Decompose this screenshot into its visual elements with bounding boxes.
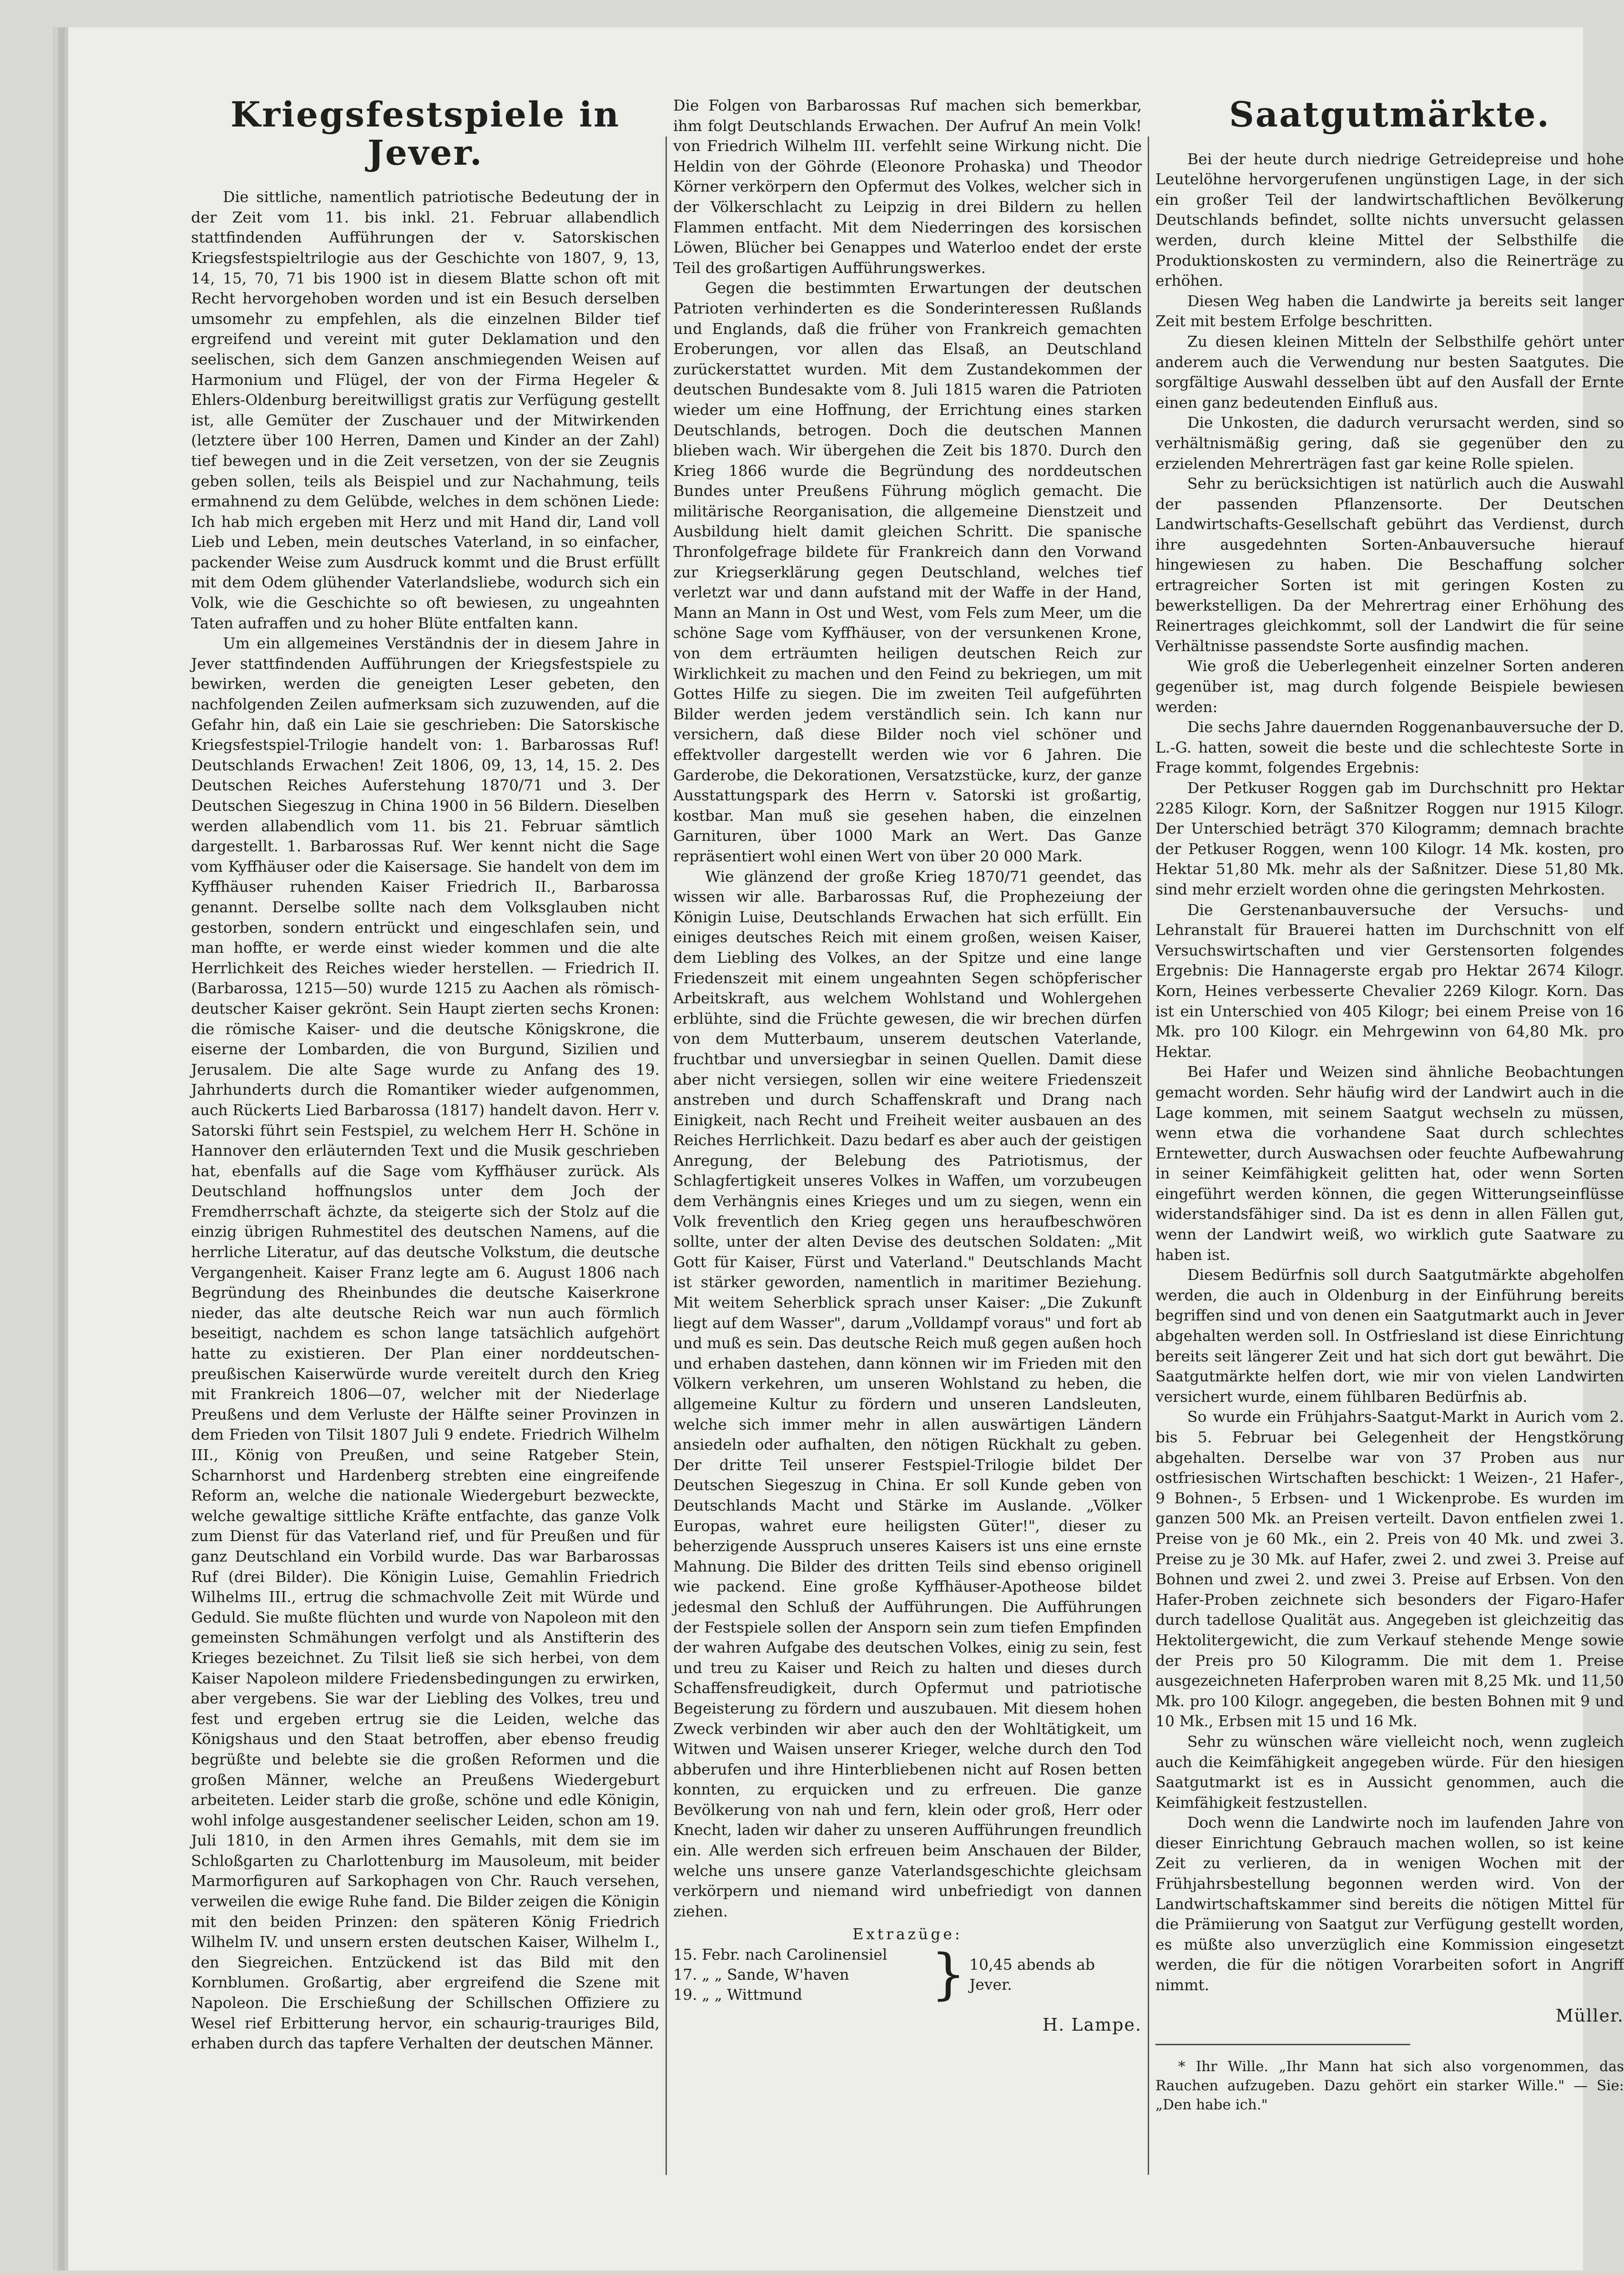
train-row: 15. Febr. nach Carolinensiel [673, 1946, 888, 1964]
paragraph: Zu diesen kleinen Mitteln der Selbsthilfe gehört unter anderem auch die Verwendung nur besten Saatgutes. Die sorgfältige Auswahl desselben übt auf den Ausfall der Ernte einen ganz bedeutenden Einfluß aus. [1155, 332, 1624, 411]
paragraph: Um ein allgemeines Verständnis der in diesem Jahre in Jever stattfindenden Aufführungen der Kriegsfestspiele zu bewirken, werden die geneigten Leser gebeten, den nachfolgenden Zeilen aufmerksam sich zuzuwenden, auf die Gefahr hin, daß ein Laie sie geschrieben: Die Satorskische Kriegsfestspiel-Trilogie handelt von: 1. Barbarossas Ruf! Deutschlands Erwachen! Zeit 1806, 09, 13, 14, 15. 2. Des Deutschen Reiches Auferstehung 1870/71 und 3. Der Deutschen Siegeszug in China 1900 in 56 Bildern. Dieselben werden allabendlich vom 11. bis 21. Februar sämtlich dargestellt. 1. Barbarossas Ruf. Wer kennt nicht die Sage vom Kyffhäuser oder die Kaisersage. Sie handelt von dem im Kyffhäuser ruhenden Kaiser Friedrich II., Barbarossa genannt. Derselbe sollte nach dem Volksglauben nicht gestorben, sondern entrückt und eingeschlafen sein, und man hoffte, er werde einst wieder kommen und die alte Herrlichkeit des Reiches wieder herstellen. — Friedrich II. (Barbarossa, 1215—50) wurde 1215 zu Aachen als römisch-deutscher Kaiser gekrönt. Sein Haupt zierten sechs Kronen: die römische Kaiser- und die deutsche Königskrone, die eiserne der Lombarden, die von Burgund, Sizilien und Jerusalem. Die alte Sage wurde zu Anfang des 19. Jahrhunderts durch die Romantiker wieder aufgenommen, auch Rückerts Lied Barbarossa (1817) handelt davon. Herr v. Satorski führt sein Festspiel, zu welchem Herr H. Schöne in Hannover den erläuternden Text und die Musik geschrieben hat, ebenfalls auf die Sage vom Kyffhäuser zurück. Als Deutschland hoffnungslos unter dem Joch der Fremdherrschaft ächzte, da steigerte sich der Stolz auf die einzig übrigen Ruhmestitel des deutschen Namens, auf die herrliche Literatur, auf das deutsche Volkstum, die deutsche Vergangenheit. Kaiser Franz legte am 6. August 1806 nach Begründung des Rheinbundes die deutsche Kaiserkrone nieder, das alte deutsche Reich war nun auch förmlich beseitigt, nachdem es schon lange tatsächlich aufgehört hatte zu existieren. Der Plan einer norddeutschen-preußischen Kaiserwürde wurde vereitelt durch den Krieg mit Frankreich 1806—07, welcher mit der Niederlage Preußens und dem Verluste der Hälfte seiner Provinzen in dem Frieden von Tilsit 1807 Juli 9 endete. Friedrich Wilhelm III., König von Preußen, und seine Ratgeber Stein, Scharnhorst und Hardenberg strebten eine eingreifende Reform an, welche die nationale Wiedergeburt bezweckte, welche gewaltige sittliche Kräfte entfachte, das ganze Volk zum Dienst für das Vaterland rief, und für Preußen und für ganz Deutschland ein Vorbild wurde. Das war Barbarossas Ruf (drei Bilder). Die Königin Luise, Gemahlin Friedrich Wilhelms III., ertrug die schmachvolle Zeit mit Würde und Geduld. Sie mußte flüchten und wurde von Napoleon mit den gemeinsten Schmähungen verfolgt und als Anstifterin des Krieges bezeichnet. Zu Tilsit ließ sie sich herbei, von dem Kaiser Napoleon mildere Friedensbedingungen zu erwirken, aber vergebens. Sie war der Liebling des Volkes, treu und fest und ergeben ertrug sie die Leiden, welche das Königshaus und den Staat betroffen, aber ebenso freudig begrüßte und belebte sie die großen Reformen und die großen Männer, welche an Preußens Wiedergeburt arbeiteten. Leider starb die große, schöne und edle Königin, wohl infolge ausgestandener seelischer Leiden, schon am 19. Juli 1810, in den Armen ihres Gemahls, mit dem sie im Schloßgarten zu Charlottenburg im Mausoleum, mit beider Marmorfiguren auf Sarkophagen von Chr. Rauch versehen, verweilen die ewige Ruhe fand. Die Bilder zeigen die Königin mit den beiden Prinzen: den späteren König Friedrich Wilhelm IV. und unsern ersten deutschen Kaiser, Wilhelm I., den Siegreichen. Entzückend ist das Bild mit den Kornblumen. Großartig, aber ergreifend die Szene mit Napoleon. Die Erschießung der Schillschen Offiziere zu Wesel rief Erbitterung hervor, ein schaurig-trauriges Bild, erhaben durch das tapfere Verhalten der deutschen Männer. [191, 634, 660, 2053]
paragraph: Bei Hafer und Weizen sind ähnliche Beobachtungen gemacht worden. Sehr häufig wird der Landwirt auch in die Lage kommen, mit seinem Saatgut wechseln zu müssen, wenn etwa die vorhandene Saat durch schlechtes Erntewetter, durch Auswachsen oder feuchte Aufbewahrung in seiner Keimfähigkeit gelitten hat, oder wenn Sorten eingeführt werden können, die gegen Witterungseinflüsse widerstandsfähiger sind. Da ist es denn in allen Fällen gut, wenn der Landwirt weiß, wo wirklich gute Saatware zu haben ist. [1155, 1063, 1624, 1264]
column-2 [673, 96, 1142, 2035]
paragraph: Sehr zu wünschen wäre vielleicht noch, wenn zugleich auch die Keimfähigkeit angegeben würde. Für den hiesigen Saatgutmarkt ist es in Aussicht genommen, auch die Keimfähigkeit festzustellen. [1155, 1732, 1624, 1811]
column-divider [666, 136, 667, 2175]
column-3 [1155, 96, 1624, 2114]
train-row: 19. „ „ Wittmund [673, 1986, 802, 2004]
brace-glyph: } [931, 1943, 966, 2007]
paragraph: Sehr zu berücksichtigen ist natürlich auch die Auswahl der passenden Pflanzensorte. Der Deutschen Landwirtschafts-Gesellschaft gebührt das Verdienst, durch ihre ausgedehnten Sorten-Anbauversuche hierauf hingewiesen zu haben. Die Beschaffung solcher ertragreicher Sorten ist mit geringen Kosten zu bewerkstelligen. Da der Mehrertrag einer Erhöhung des Reinertrages gleichkommt, soll der Landwirt die für seine Verhältnisse passendste Sorte ausfindig machen. [1155, 475, 1624, 655]
paragraph: Die sittliche, namentlich patriotische Bedeutung der in der Zeit vom 11. bis inkl. 21. Februar allabendlich stattfindenden Aufführungen der v. Satorskischen Kriegsfestspieltrilogie aus der Geschichte von 1807, 9, 13, 14, 15, 70, 71 bis 1900 ist in diesem Blatte schon oft mit Recht hervorgehoben worden und ist ein Besuch derselben umsomehr zu empfehlen, als die einzelnen Bilder tief ergreifend und vereint mit guter Deklamation und den seelischen, sich dem Ganzen anschmiegenden Weisen auf Harmonium und Flügel, der von der Firma Hegeler & Ehlers-Oldenburg bereitwilligst gratis zur Verfügung gestellt ist, alle Gemüter der Zuschauer und der Mitwirkenden (letztere über 100 Herren, Damen und Kinder an der Zahl) tief bewegen und in die Zeit versetzen, von der sie Zeugnis geben sollen, teils als Beispiel und zur Nachahmung, teils ermahnend zu dem Gelübde, welches in dem schönen Liede: Ich hab mich ergeben mit Herz und mit Hand dir, Land voll Lieb und Leben, mein deutsches Vaterland, in so einfacher, packender Weise zum Ausdruck kommt und die Brust erfüllt mit dem Odem glühender Vaterlandsliebe, wodurch sich ein Volk, wie die Geschichte so oft bewiesen, zu ungeahnten Taten aufraffen und zu hoher Blüte entfalten kann. [191, 188, 660, 632]
extrazuege-heading: Extrazüge: [852, 1925, 963, 1943]
train-row: 17. „ „ Sande, W'haven [673, 1966, 849, 1984]
train-rows [673, 1945, 928, 2005]
paragraph: Die sechs Jahre dauernden Roggenanbauversuche der D. L.-G. hatten, soweit die beste und die schlechteste Sorte in Frage kommt, folgendes Ergebnis: [1155, 718, 1624, 777]
article-title-kriegsfestspiele: Kriegsfestspiele in Jever. [230, 94, 620, 173]
article-title-saatgutmaerkte: Saatgutmärkte. [1229, 94, 1551, 135]
paragraph: Die Folgen von Barbarossas Ruf machen sich bemerkbar, ihm folgt Deutschlands Erwachen. Der Aufruf An mein Volk! von Friedrich Wilhelm III. verfehlt seine Wirkung nicht. Die Heldin von der Göhrde (Eleonore Prohaska) und Theodor Körner verkörpern den Opfermut des Volkes, welcher sich in der Völkerschlacht zu Leipzig in drei Bildern zu hellen Flammen entfacht. Mit dem Niederringen des korsischen Löwen, Blücher bei Genappes und Waterloo endet der erste Teil des großartigen Aufführungswerkes. [673, 96, 1142, 277]
paragraph: Doch wenn die Landwirte noch im laufenden Jahre von dieser Einrichtung Gebrauch machen wollen, so ist keine Zeit zu verlieren, da in wenigen Wochen mit der Frühjahrsbestellung begonnen werden wird. Von der Landwirtschaftskammer sind bereits die nötigen Mittel für die Prämiierung von Saatgut zur Verfügung gestellt worden, es müßte also unverzüglich eine Kommission eingesetzt werden, die für die nötigen Vorarbeiten sofort in Angriff nimmt. [1155, 1814, 1624, 1994]
paragraph: Wie glänzend der große Krieg 1870/71 geendet, das wissen wir alle. Barbarossas Ruf, die Prophezeiung der Königin Luise, Deutschlands Erwachen hat sich erfüllt. Ein einiges deutsches Reich mit einem großen, weisen Kaiser, dem Liebling des Volkes, an der Spitze und eine lange Friedenszeit mit einem ungeahnten Segen schöpferischer Arbeitskraft, aus welchem Wohlstand und Wohlergehen erblühte, sind die Früchte gewesen, die wir brechen dürfen von dem Mutterbaum, unserem deutschen Vaterlande, fruchtbar und unversiegbar in seinen Quellen. Damit diese aber nicht versiegen, sollen wir eine weitere Friedenszeit anstreben und durch Schaffenskraft und Drang nach Einigkeit, nach Recht und Freiheit weiter ausbauen an des Reiches Herrlichkeit. Dazu bedarf es aber auch der geistigen Anregung, der Belebung des Patriotismus, der Schlagfertigkeit unseres Volkes in Waffen, um vorzubeugen dem Verhängnis eines Krieges und um zu siegen, wenn ein Volk freventlich den Krieg gegen uns heraufbeschwören sollte, unter der alten Devise des deutschen Soldaten: „Mit Gott für Kaiser, Fürst und Vaterland." Deutschlands Macht ist stärker geworden, namentlich in maritimer Beziehung. Mit weitem Seherblick sprach unser Kaiser: „Die Zukunft liegt auf dem Wasser", darum „Volldampf voraus" und fort ab und muß es sein. Das deutsche Reich muß gegen außen hoch und erhaben dastehen, dann können wir im Frieden mit den Völkern verkehren, um unseren Wohlstand zu heben, die allgemeine Kultur zu fördern und unseren Landsleuten, welche sich immer mehr in allen auswärtigen Ländern ansiedeln oder aufhalten, den nötigen Rückhalt zu geben. Der dritte Teil unserer Festspiel-Trilogie bildet Der Deutschen Siegeszug in China. Er soll Kunde geben von Deutschlands Macht und Stärke im Auslande. „Völker Europas, wahret eure heiligsten Güter!", dieser zu beherzigende Ausspruch unseres Kaisers ist uns eine ernste Mahnung. Die Bilder des dritten Teils sind ebenso originell wie packend. Eine große Kyffhäuser-Apotheose bildet jedesmal den Schluß der Aufführungen. Die Aufführungen der Festspiele sollen der Ansporn sein zum tiefen Empfinden der wahren Aufgabe des deutschen Volkes, einig zu sein, fest und treu zu Kaiser und Reich zu halten und dieses durch Schaffensfreudigkeit, durch Opfermut und patriotische Begeisterung zu fördern und auszubauen. Mit diesem hohen Zweck verbinden wir aber auch den der Wohltätigkeit, um Witwen und Waisen unserer Krieger, welche durch den Tod abberufen und ihre Hinterbliebenen nicht auf Rosen betten konnten, zu erquicken und zu erfreuen. Die ganze Bevölkerung von nah und fern, klein oder groß, Herr oder Knecht, laden wir daher zu unseren Aufführungen freundlich ein. Alle werden sich erfreuen beim Anschauen der Bilder, welche uns unsere ganze Vaterlandsgeschichte gleichsam verkörpern und niemand wird unbefriedigt von dannen ziehen. [673, 867, 1142, 1920]
paragraph: Gegen die bestimmten Erwartungen der deutschen Patrioten verhinderten es die Sonderinteressen Rußlands und Englands, daß die früher von Frankreich gemachten Eroberungen, vor allen das Elsaß, an Deutschland zurückerstattet wurden. Mit dem Zustandekommen der deutschen Bundesakte vom 8. Juli 1815 waren die Patrioten wieder um eine Hoffnung, der Errichtung eines starken Deutschlands, betrogen. Doch die deutschen Mannen blieben wach. Wir übergehen die Zeit bis 1870. Durch den Krieg 1866 wurde die Begründung des norddeutschen Bundes unter Preußens Führung möglich gemacht. Die militärische Reorganisation, die allgemeine Dienstzeit und Ausbildung hielt damit gleichen Schritt. Die spanische Thronfolgefrage bildete für Frankreich dann den Vorwand zur Kriegserklärung gegen Deutschland, welches tief verletzt war und dann aufstand mit der Waffe in der Hand, Mann an Mann in Ost und West, vom Fels zum Meer, um die schöne Sage vom Kyffhäuser, von der versunkenen Krone, von dem erträumten heiligen deutschen Reich zur Wirklichkeit zu machen und den Feind zu bekriegen, um mit Gottes Hilfe zu siegen. Die im zweiten Teil aufgeführten Bilder werden jedem verständlich sein. Ich kann nur versichern, daß diese Bilder noch viel schöner und effektvoller dargestellt werden wie vor 6 Jahren. Die Garderobe, die Dekorationen, Versatzstücke, kurz, der ganze Ausstattungspark des Herrn v. Satorski ist großartig, kostbar. Man muß sie gesehen haben, die einzelnen Garnituren, über 1000 Mark an Wert. Das Ganze repräsentiert wohl einen Wert von über 20 000 Mark. [673, 279, 1142, 865]
paragraph: Der Petkuser Roggen gab im Durchschnitt pro Hektar 2285 Kilogr. Korn, der Saßnitzer Roggen nur 1915 Kilogr. Der Unterschied beträgt 370 Kilogramm; demnach brachte der Petkuser Roggen, wenn 100 Kilogr. 14 Mk. kosten, pro Hektar 51,80 Mk. mehr als der Saßnitzer. Diese 51,80 Mk. sind mehr erzielt worden ohne die geringsten Mehrkosten. [1155, 779, 1624, 898]
footnote: * Ihr Wille. „Ihr Mann hat sich also vorgenommen, das Rauchen aufzugeben. Dazu gehört ein starker Wille." — Sie: „Den habe ich." [1155, 2058, 1624, 2113]
train-time: 10,45 abends ab Jever. [969, 1956, 1095, 1994]
paragraph: So wurde ein Frühjahrs-Saatgut-Markt in Aurich vom 2. bis 5. Februar bei Gelegenheit der Hengstkörung abgehalten. Derselbe war von 37 Proben aus nur ostfriesischen Wirtschaften beschickt: 1 Weizen-, 21 Hafer-, 9 Bohnen-, 5 Erbsen- und 1 Wickenprobe. Es wurden im ganzen 500 Mk. an Preisen verteilt. Davon entfielen zwei 1. Preise von je 60 Mk., ein 2. Preis von 40 Mk. und zwei 3. Preise zu je 30 Mk. auf Hafer, zwei 2. und zwei 3. Preise auf Bohnen und zwei 2. und zwei 3. Preise auf Erbsen. Von den Hafer-Proben zeichnete sich besonders der Figaro-Hafer durch tadellose Qualität aus. Angegeben ist gleichzeitig das Hektolitergewicht, die zum Verkauf stehende Menge sowie der Preis pro 50 Kilogramm. Die mit dem 1. Preise ausgezeichneten Haferproben waren mit 8,25 Mk. und 11,50 Mk. pro 100 Kilogr. angegeben, die besten Bohnen mit 9 und 10 Mk., Erbsen mit 15 und 16 Mk. [1155, 1408, 1624, 1730]
paragraph: Bei der heute durch niedrige Getreidepreise und hohe Leutelöhne hervorgerufenen ungünstigen Lage, in der sich ein großer Teil der landwirtschaftlichen Bevölkerung Deutschlands befindet, sollte nichts unversucht gelassen werden, durch kleine Mittel der Selbsthilfe die Produktionskosten zu vermindern, also die Reinerträge zu erhöhen. [1155, 150, 1624, 290]
column-divider [1148, 136, 1149, 2175]
footnote-divider [1155, 2044, 1410, 2045]
paragraph: Wie groß die Ueberlegenheit einzelner Sorten anderen gegenüber ist, mag durch folgende Beispiele bewiesen werden: [1155, 657, 1624, 716]
signature-mueller: Müller. [1555, 2005, 1624, 2026]
signature-lampe: H. Lampe. [1042, 2015, 1142, 2035]
paragraph: Diesem Bedürfnis soll durch Saatgutmärkte abgeholfen werden, die auch in Oldenburg in der Einführung bereits begriffen sind und von denen ein Saatgutmarkt auch in Jever abgehalten werden soll. In Ostfriesland ist diese Einrichtung bereits seit längerer Zeit und hat sich dort gut bewährt. Die Saatgutmärkte helfen dort, wie mir von vielen Landwirten versichert wurde, einem fühlbaren Bedürfnis ab. [1155, 1266, 1624, 1405]
newspaper-page [68, 27, 1624, 2270]
train-schedule [673, 1945, 1142, 2005]
column-1 [191, 96, 660, 2054]
paragraph: Die Unkosten, die dadurch verursacht werden, sind so verhältnismäßig gering, daß sie gegenüber den zu erzielenden Mehrerträgen fast gar keine Rolle spielen. [1155, 414, 1624, 472]
paragraph: Diesen Weg haben die Landwirte ja bereits seit langer Zeit mit bestem Erfolge beschritten. [1155, 292, 1624, 330]
paragraph: Die Gerstenanbauversuche der Versuchs- und Lehranstalt für Brauerei hatten im Durchschnitt von elf Versuchswirtschaften und vier Gerstensorten folgendes Ergebnis: Die Hannagerste ergab pro Hektar 2674 Kilogr. Korn, Heines verbesserte Chevalier 2269 Kilogr. Korn. Das ist ein Unterschied von 405 Kilogr; bei einem Preise von 16 Mk. pro 100 Kilogr. ein Mehrgewinn von 64,80 Mk. pro Hektar. [1155, 900, 1624, 1061]
